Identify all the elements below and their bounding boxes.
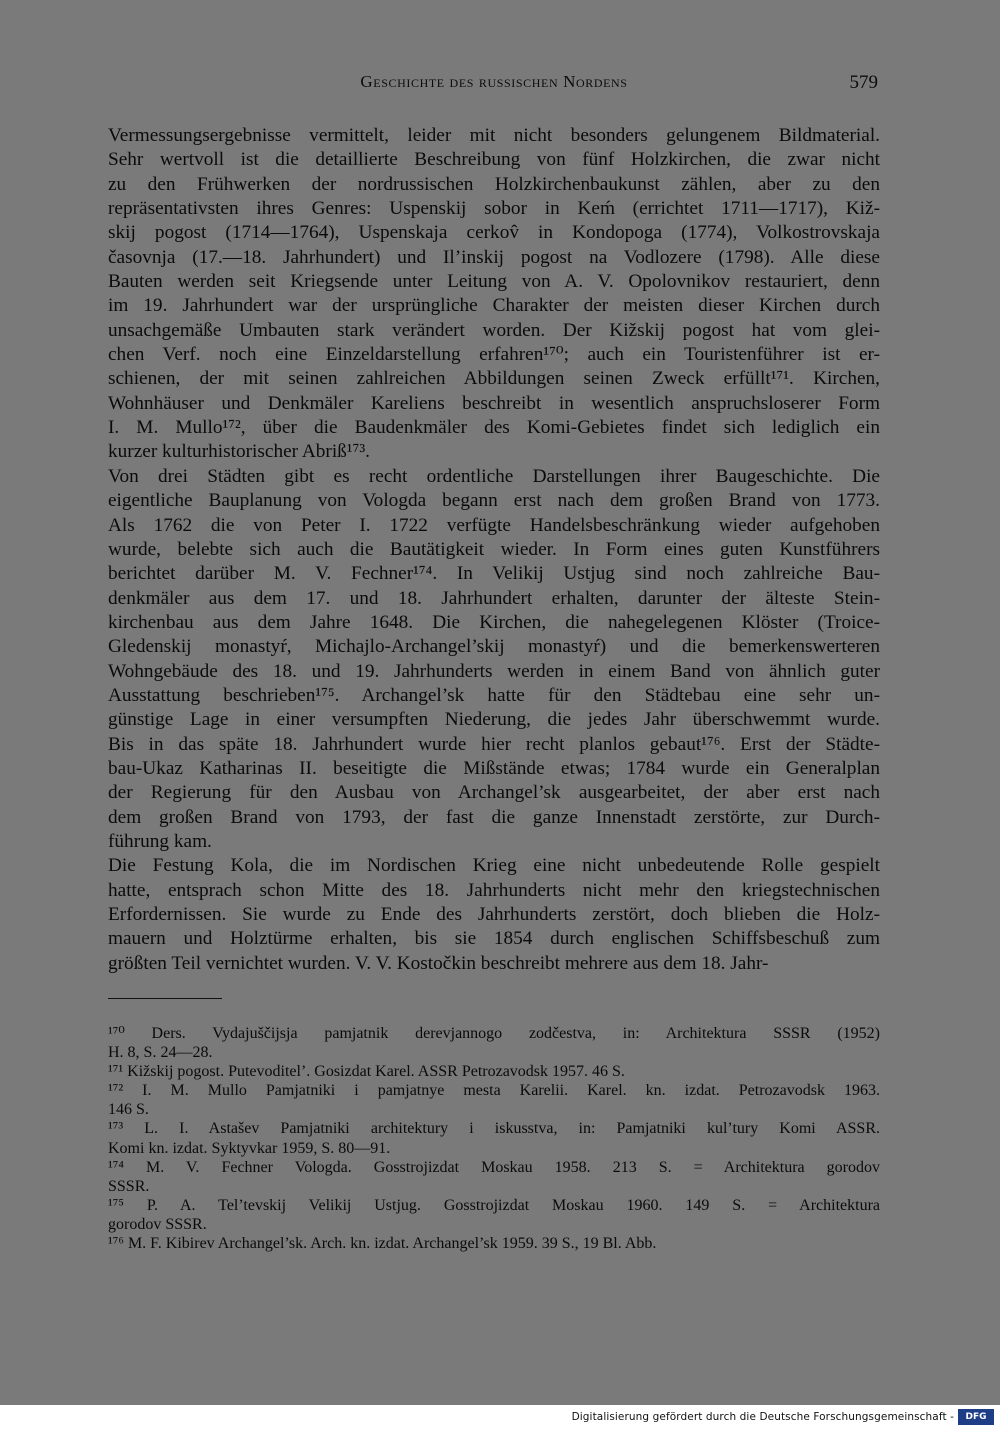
body-line: Ausstattung beschrieben¹⁷⁵. Archangel’sk hatte für den Städtebau eine sehr un-	[108, 684, 880, 706]
body-line: der Regierung für den Ausbau von Archangel’sk ausgearbeitet, der aber erst nach	[108, 782, 880, 804]
running-title: Geschichte des russischen Nordens	[360, 72, 628, 91]
body-line: günstige Lage in einer versumpften Niederung, die jedes Jahr überschwemmt wurde.	[108, 709, 880, 731]
dfg-credit-text: Digitalisierung gefördert durch die Deutsche Forschungsgemeinschaft -	[571, 1411, 954, 1423]
footnote-line: ¹⁷³ L. I. Astašev Pamjatniki architektury i iskusstva, in: Pamjatniki kul’tury Komi ASSR.	[108, 1120, 880, 1138]
footnote-line: SSSR.	[108, 1177, 150, 1195]
footnote-line: ¹⁷² I. M. Mullo Pamjatniki i pamjatnye mesta Karelii. Karel. kn. izdat. Petrozavodsk 1963.	[108, 1082, 880, 1100]
body-line: Bis in das späte 18. Jahrhundert wurde hier recht planlos gebaut¹⁷⁶. Erst der Städte-	[108, 733, 880, 755]
body-line: wurde, belebte sich auch die Bautätigkeit wieder. In Form eines guten Kunstführers	[108, 538, 880, 560]
body-text	[108, 124, 880, 976]
body-line: Von drei Städten gibt es recht ordentliche Darstellungen ihrer Baugeschichte. Die	[108, 465, 880, 487]
body-line: denkmäler aus dem 17. und 18. Jahrhundert erhalten, darunter der älteste Stein-	[108, 587, 880, 609]
footnote-line: ¹⁷⁶ M. F. Kibirev Archangel’sk. Arch. kn. izdat. Archangel’sk 1959. 39 S., 19 Bl. Abb.	[108, 1235, 657, 1253]
body-line: unsachgemäße Umbauten stark verändert worden. Der Kižskij pogost hat vom glei-	[108, 319, 880, 341]
body-line: repräsentativsten ihres Genres: Uspenskij sobor in Keḿ (errichtet 1711—1717), Kiž-	[108, 198, 880, 220]
body-line: Sehr wertvoll ist die detaillierte Beschreibung von fünf Holzkirchen, die zwar nicht	[108, 149, 880, 171]
body-line: berichtet darüber M. V. Fechner¹⁷⁴. In Velikij Ustjug sind noch zahlreiche Bau-	[108, 563, 880, 585]
running-header	[108, 72, 880, 102]
body-line: Vermessungsergebnisse vermittelt, leider mit nicht besonders gelungenem Bildmaterial.	[108, 125, 880, 146]
digitization-footer	[0, 1405, 1000, 1430]
body-line: Gledenskij monastyŕ, Michajlo-Archangel’skij monastyŕ) und die bemerkenswerteren	[108, 636, 880, 658]
body-line: bau-Ukaz Katharinas II. beseitigte die Mißstände etwas; 1784 wurde ein Generalplan	[108, 757, 880, 779]
body-line: Wohnhäuser und Denkmäler Kareliens beschreibt in wesentlich anspruchsloserer Form	[108, 392, 880, 414]
body-line: zu den Frühwerken der nordrussischen Holzkirchenbaukunst zählen, aber zu den	[108, 173, 880, 195]
footnote-line: ¹⁷⁴ M. V. Fechner Vologda. Gosstrojizdat Moskau 1958. 213 S. = Architektura gorodov	[108, 1158, 880, 1176]
body-line: größten Teil vernichtet wurden. V. V. Kostočkin beschreibt mehrere aus dem 18. Jahr-	[108, 952, 769, 974]
body-line: im 19. Jahrhundert war der ursprüngliche Charakter der meisten dieser Kirchen durch	[108, 295, 880, 317]
body-line: I. M. Mullo¹⁷², über die Baudenkmäler des Komi-Gebietes findet sich lediglich ein	[108, 417, 880, 439]
body-line: Die Festung Kola, die im Nordischen Krieg eine nicht unbedeutende Rolle gespielt	[108, 855, 880, 877]
footnote-line: ¹⁷¹ Kižskij pogost. Putevoditel’. Gosizdat Karel. ASSR Petrozavodsk 1957. 46 S.	[108, 1063, 625, 1081]
page-number: 579	[849, 72, 878, 93]
footnote-line: ¹⁷⁵ P. A. Tel’tevskij Velikij Ustjug. Gosstrojizdat Moskau 1960. 149 S. = Architektura	[108, 1196, 880, 1214]
footnote-separator	[108, 998, 222, 999]
body-line: Wohngebäude des 18. und 19. Jahrhunderts werden in einem Band von ähnlich guter	[108, 660, 880, 682]
body-line: Bauten werden seit Kriegsende unter Leitung von A. V. Opolovnikov restauriert, denn	[108, 271, 880, 293]
body-line: hatte, entsprach schon Mitte des 18. Jahrhunderts nicht mehr den kriegstechnischen	[108, 879, 880, 901]
footnotes	[108, 1024, 880, 1253]
footnote-line: 146 S.	[108, 1101, 149, 1119]
body-line: mauern und Holztürme erhalten, bis sie 1854 durch englischen Schiffsbeschuß zum	[108, 928, 880, 950]
footnote-line: ¹⁷⁰ Ders. Vydajuščijsja pamjatnik derevjannogo zodčestva, in: Architektura SSSR (1952)	[108, 1025, 880, 1042]
footnote-line: gorodov SSSR.	[108, 1215, 207, 1233]
body-line: Als 1762 die von Peter I. 1722 verfügte Handelsbeschränkung wieder aufgehoben	[108, 514, 880, 536]
dfg-logo: DFG	[958, 1409, 994, 1425]
footnote-line: H. 8, S. 24—28.	[108, 1044, 213, 1062]
body-line: kirchenbau aus dem Jahre 1648. Die Kirchen, die nahegelegenen Klöster (Troice-	[108, 611, 880, 633]
body-line: časovnja (17.—18. Jahrhundert) und Il’inskij pogost na Vodlozere (1798). Alle diese	[108, 246, 880, 268]
body-line: chen Verf. noch eine Einzeldarstellung erfahren¹⁷⁰; auch ein Touristenführer ist er-	[108, 344, 880, 366]
footnote-line: Komi kn. izdat. Syktyvkar 1959, S. 80—91.	[108, 1139, 391, 1157]
body-line: skij pogost (1714—1764), Uspenskaja cerkov̂ in Kondopoga (1774), Volkostrovskaja	[108, 222, 880, 244]
body-line: eigentliche Bauplanung von Vologda begann erst nach dem großen Brand von 1773.	[108, 490, 880, 512]
body-line: kurzer kulturhistorischer Abriß¹⁷³.	[108, 441, 370, 463]
body-line: schienen, der mit seinen zahlreichen Abbildungen seinen Zweck erfüllt¹⁷¹. Kirchen,	[108, 368, 880, 390]
body-line: dem großen Brand von 1793, der fast die ganze Innenstadt zerstörte, zur Durch-	[108, 806, 880, 828]
body-line: führung kam.	[108, 830, 212, 852]
body-line: Erfordernissen. Sie wurde zu Ende des Jahrhunderts zerstört, doch blieben die Holz-	[108, 904, 880, 925]
